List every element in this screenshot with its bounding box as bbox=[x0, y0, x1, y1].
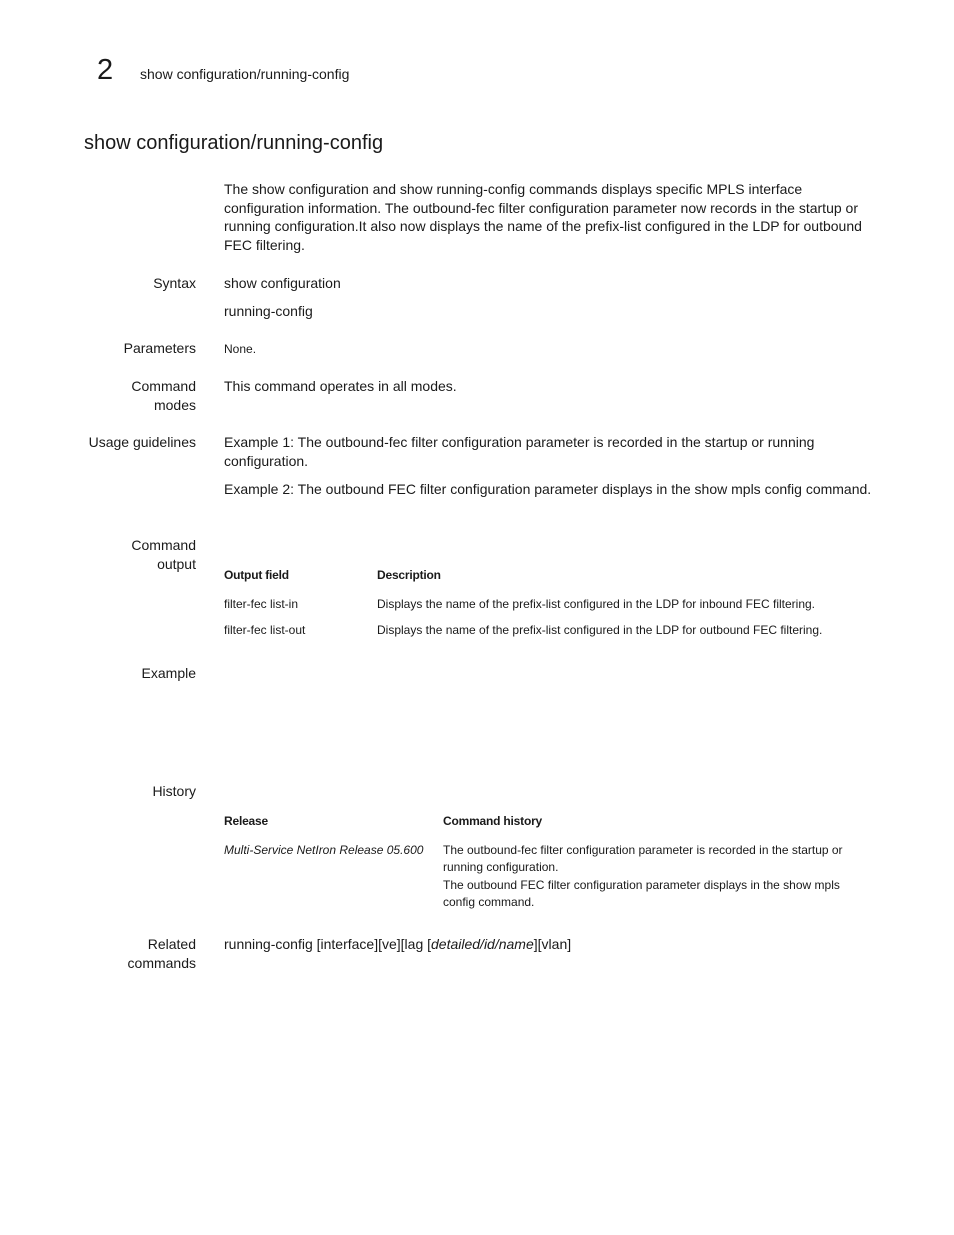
syntax-label: Syntax bbox=[153, 275, 196, 291]
output-row-1-description: Displays the name of the prefix-list configured in the LDP for inbound FEC filtering. bbox=[377, 597, 815, 611]
running-head-title: show configuration/running-config bbox=[140, 66, 350, 82]
command-output-label-line-1: Command bbox=[131, 537, 196, 553]
parameters-label: Parameters bbox=[123, 340, 196, 356]
intro-paragraph: The show configuration and show running-config commands displays specific MPLS interface configuration information. The outbound-fec filter configuration parameter now records in the startup or running configuration.It also now displays the name of the prefix-list configured in the LDP for outbound FEC filtering. bbox=[224, 181, 862, 253]
command-output-label-line-2: output bbox=[157, 555, 196, 572]
syntax-line-1: show configuration bbox=[224, 275, 341, 291]
usage-example-1: Example 1: The outbound-fec filter configuration parameter is recorded in the startup or running configuration. bbox=[224, 434, 815, 469]
output-table-header-description: Description bbox=[377, 568, 441, 582]
history-entry-2: The outbound FEC filter configuration parameter displays in the show mpls config command. bbox=[443, 878, 840, 909]
usage-example-2: Example 2: The outbound FEC filter configuration parameter displays in the show mpls config command. bbox=[224, 481, 872, 497]
related-commands-label-line-2: commands bbox=[127, 954, 196, 971]
command-modes-value: This command operates in all modes. bbox=[224, 378, 457, 394]
parameters-value: None. bbox=[224, 342, 257, 356]
command-modes-label-line-1: Command bbox=[131, 378, 196, 394]
history-release: Multi-Service NetIron Release 05.600 bbox=[224, 843, 424, 857]
output-row-1-field: filter-fec list-in bbox=[224, 597, 299, 611]
history-table-header-command-history: Command history bbox=[443, 814, 543, 828]
output-row-2-field: filter-fec list-out bbox=[224, 623, 306, 637]
page-title: show configuration/running-config bbox=[84, 132, 384, 154]
example-label: Example bbox=[141, 665, 196, 681]
history-table-header-release: Release bbox=[224, 814, 268, 828]
syntax-line-2: running-config bbox=[224, 303, 313, 319]
usage-guidelines-label: Usage guidelines bbox=[88, 434, 196, 450]
related-command-prefix: running-config [interface][ve][lag [ bbox=[224, 936, 432, 952]
related-commands-label bbox=[60, 935, 196, 972]
history-entry-1: The outbound-fec filter configuration parameter is recorded in the startup or running configuration. bbox=[443, 843, 843, 874]
related-command bbox=[224, 935, 874, 954]
chapter-number: 2 bbox=[97, 54, 114, 86]
related-command-italic: detailed/id/name bbox=[431, 936, 534, 952]
output-table-header-field: Output field bbox=[224, 568, 289, 582]
history-label: History bbox=[152, 783, 196, 799]
command-modes-label-line-2: modes bbox=[153, 396, 196, 413]
related-commands-label-line-1: Related bbox=[147, 936, 196, 952]
command-modes-label bbox=[60, 377, 196, 414]
related-command-suffix: ][vlan] bbox=[533, 936, 572, 952]
output-row-2-description: Displays the name of the prefix-list configured in the LDP for outbound FEC filtering. bbox=[377, 623, 823, 637]
command-output-label bbox=[60, 536, 196, 573]
